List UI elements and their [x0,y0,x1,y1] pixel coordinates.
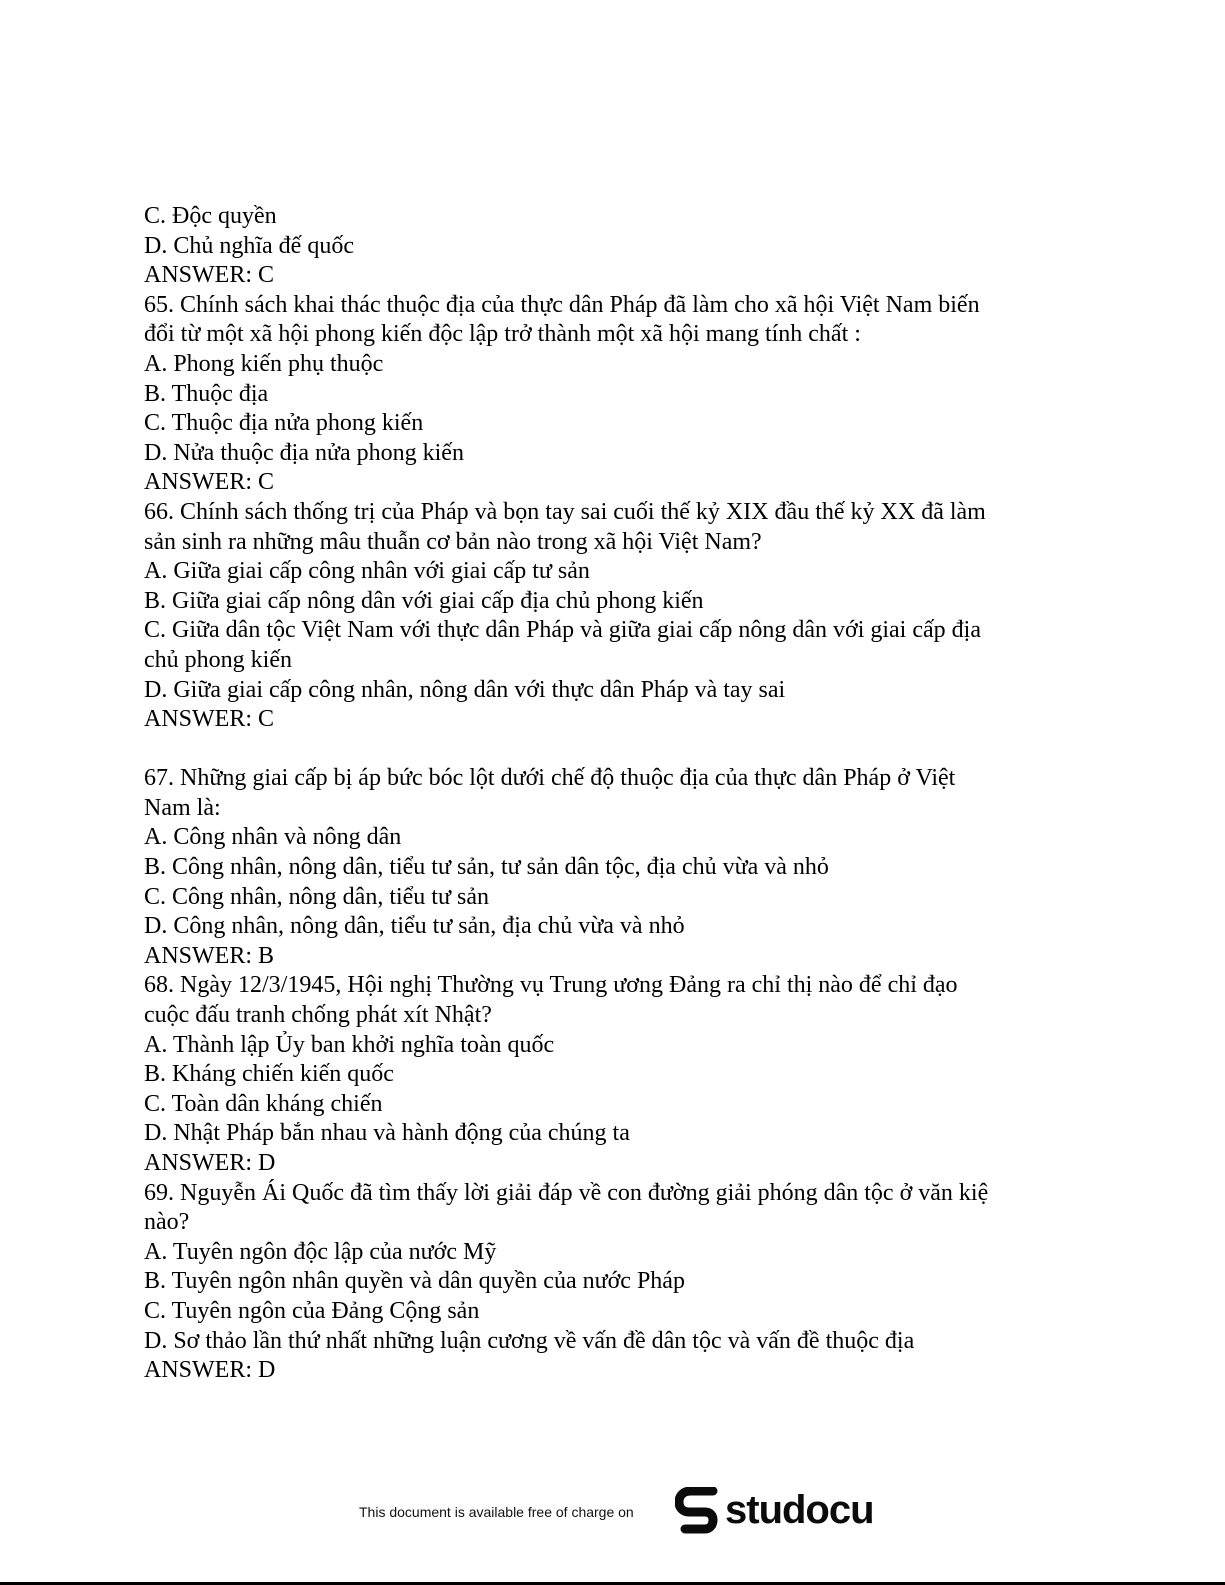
option-line: B. Tuyên ngôn nhân quyền và dân quyền của nước Pháp [144,1268,685,1295]
option-line: B. Công nhân, nông dân, tiểu tư sản, tư sản dân tộc, địa chủ vừa và nhỏ [144,854,829,881]
option-line: A. Giữa giai cấp công nhân với giai cấp tư sản [144,558,590,585]
studocu-wordmark: studocu [725,1487,874,1532]
question-line: 69. Nguyễn Ái Quốc đã tìm thấy lời giải đáp về con đường giải phóng dân tộc ở văn kiệ [144,1179,989,1206]
text-line: C. Độc quyền [144,203,277,229]
option-line: C. Thuộc địa nửa phong kiến [144,410,424,437]
option-line: chủ phong kiến [144,646,292,673]
option-line: B. Giữa giai cấp nông dân với giai cấp địa chủ phong kiến [144,587,704,614]
option-line: D. Công nhân, nông dân, tiểu tư sản, địa chủ vừa và nhỏ [144,913,685,940]
answer-line: ANSWER: B [144,942,275,969]
studocu-footer [0,1480,1225,1560]
footer-text: This document is available free of charge on [359,1504,634,1520]
question-line: sản sinh ra những mâu thuẫn cơ bản nào trong xã hội Việt Nam? [144,528,762,555]
question-line: 68. Ngày 12/3/1945, Hội nghị Thường vụ Trung ương Đảng ra chỉ thị nào để chỉ đạo [144,972,958,999]
option-line: A. Phong kiến phụ thuộc [144,350,384,377]
question-line: Nam là: [144,794,221,821]
option-line: C. Công nhân, nông dân, tiểu tư sản [144,883,489,910]
option-line: D. Sơ thảo lần thứ nhất những luận cương về vấn đề dân tộc và vấn đề thuộc địa [144,1327,915,1354]
blank-line [144,735,1074,765]
question-line: 67. Những giai cấp bị áp bức bóc lột dưới chế độ thuộc địa của thực dân Pháp ở Việt [144,765,956,792]
question-line: cuộc đấu tranh chống phát xít Nhật? [144,1002,492,1029]
option-line: D. Nhật Pháp bắn nhau và hành động của chúng ta [144,1120,630,1147]
option-line: B. Kháng chiến kiến quốc [144,1061,394,1088]
studocu-logo[interactable] [675,1484,874,1540]
question-line: nào? [144,1209,190,1236]
document-body [144,202,1074,1386]
answer-line: ANSWER: C [144,706,275,733]
option-line: C. Toàn dân kháng chiến [144,1090,383,1117]
option-line: B. Thuộc địa [144,380,269,407]
question-line: đổi từ một xã hội phong kiến độc lập trở thành một xã hội mang tính chất : [144,321,861,348]
option-line: A. Tuyên ngôn độc lập của nước Mỹ [144,1238,497,1265]
option-line: C. Tuyên ngôn của Đảng Cộng sản [144,1297,480,1324]
option-line: A. Thành lập Ủy ban khởi nghĩa toàn quốc [144,1031,555,1058]
option-line: A. Công nhân và nông dân [144,824,402,851]
option-line: D. Giữa giai cấp công nhân, nông dân với thực dân Pháp và tay sai [144,676,786,703]
answer-line: ANSWER: D [144,1150,276,1176]
studocu-logo-icon [675,1487,721,1537]
option-line: D. Nửa thuộc địa nửa phong kiến [144,439,464,466]
question-line: 65. Chính sách khai thác thuộc địa của thực dân Pháp đã làm cho xã hội Việt Nam biến [144,291,980,318]
answer-line: ANSWER: D [144,1357,276,1384]
answer-line: ANSWER: C [144,262,275,289]
answer-line: ANSWER: C [144,469,275,496]
text-line: D. Chủ nghĩa đế quốc [144,232,354,259]
question-line: 66. Chính sách thống trị của Pháp và bọn tay sai cuối thế kỷ XIX đầu thế kỷ XX đã làm [144,498,986,525]
option-line: C. Giữa dân tộc Việt Nam với thực dân Pháp và giữa giai cấp nông dân với giai cấp địa [144,617,981,644]
